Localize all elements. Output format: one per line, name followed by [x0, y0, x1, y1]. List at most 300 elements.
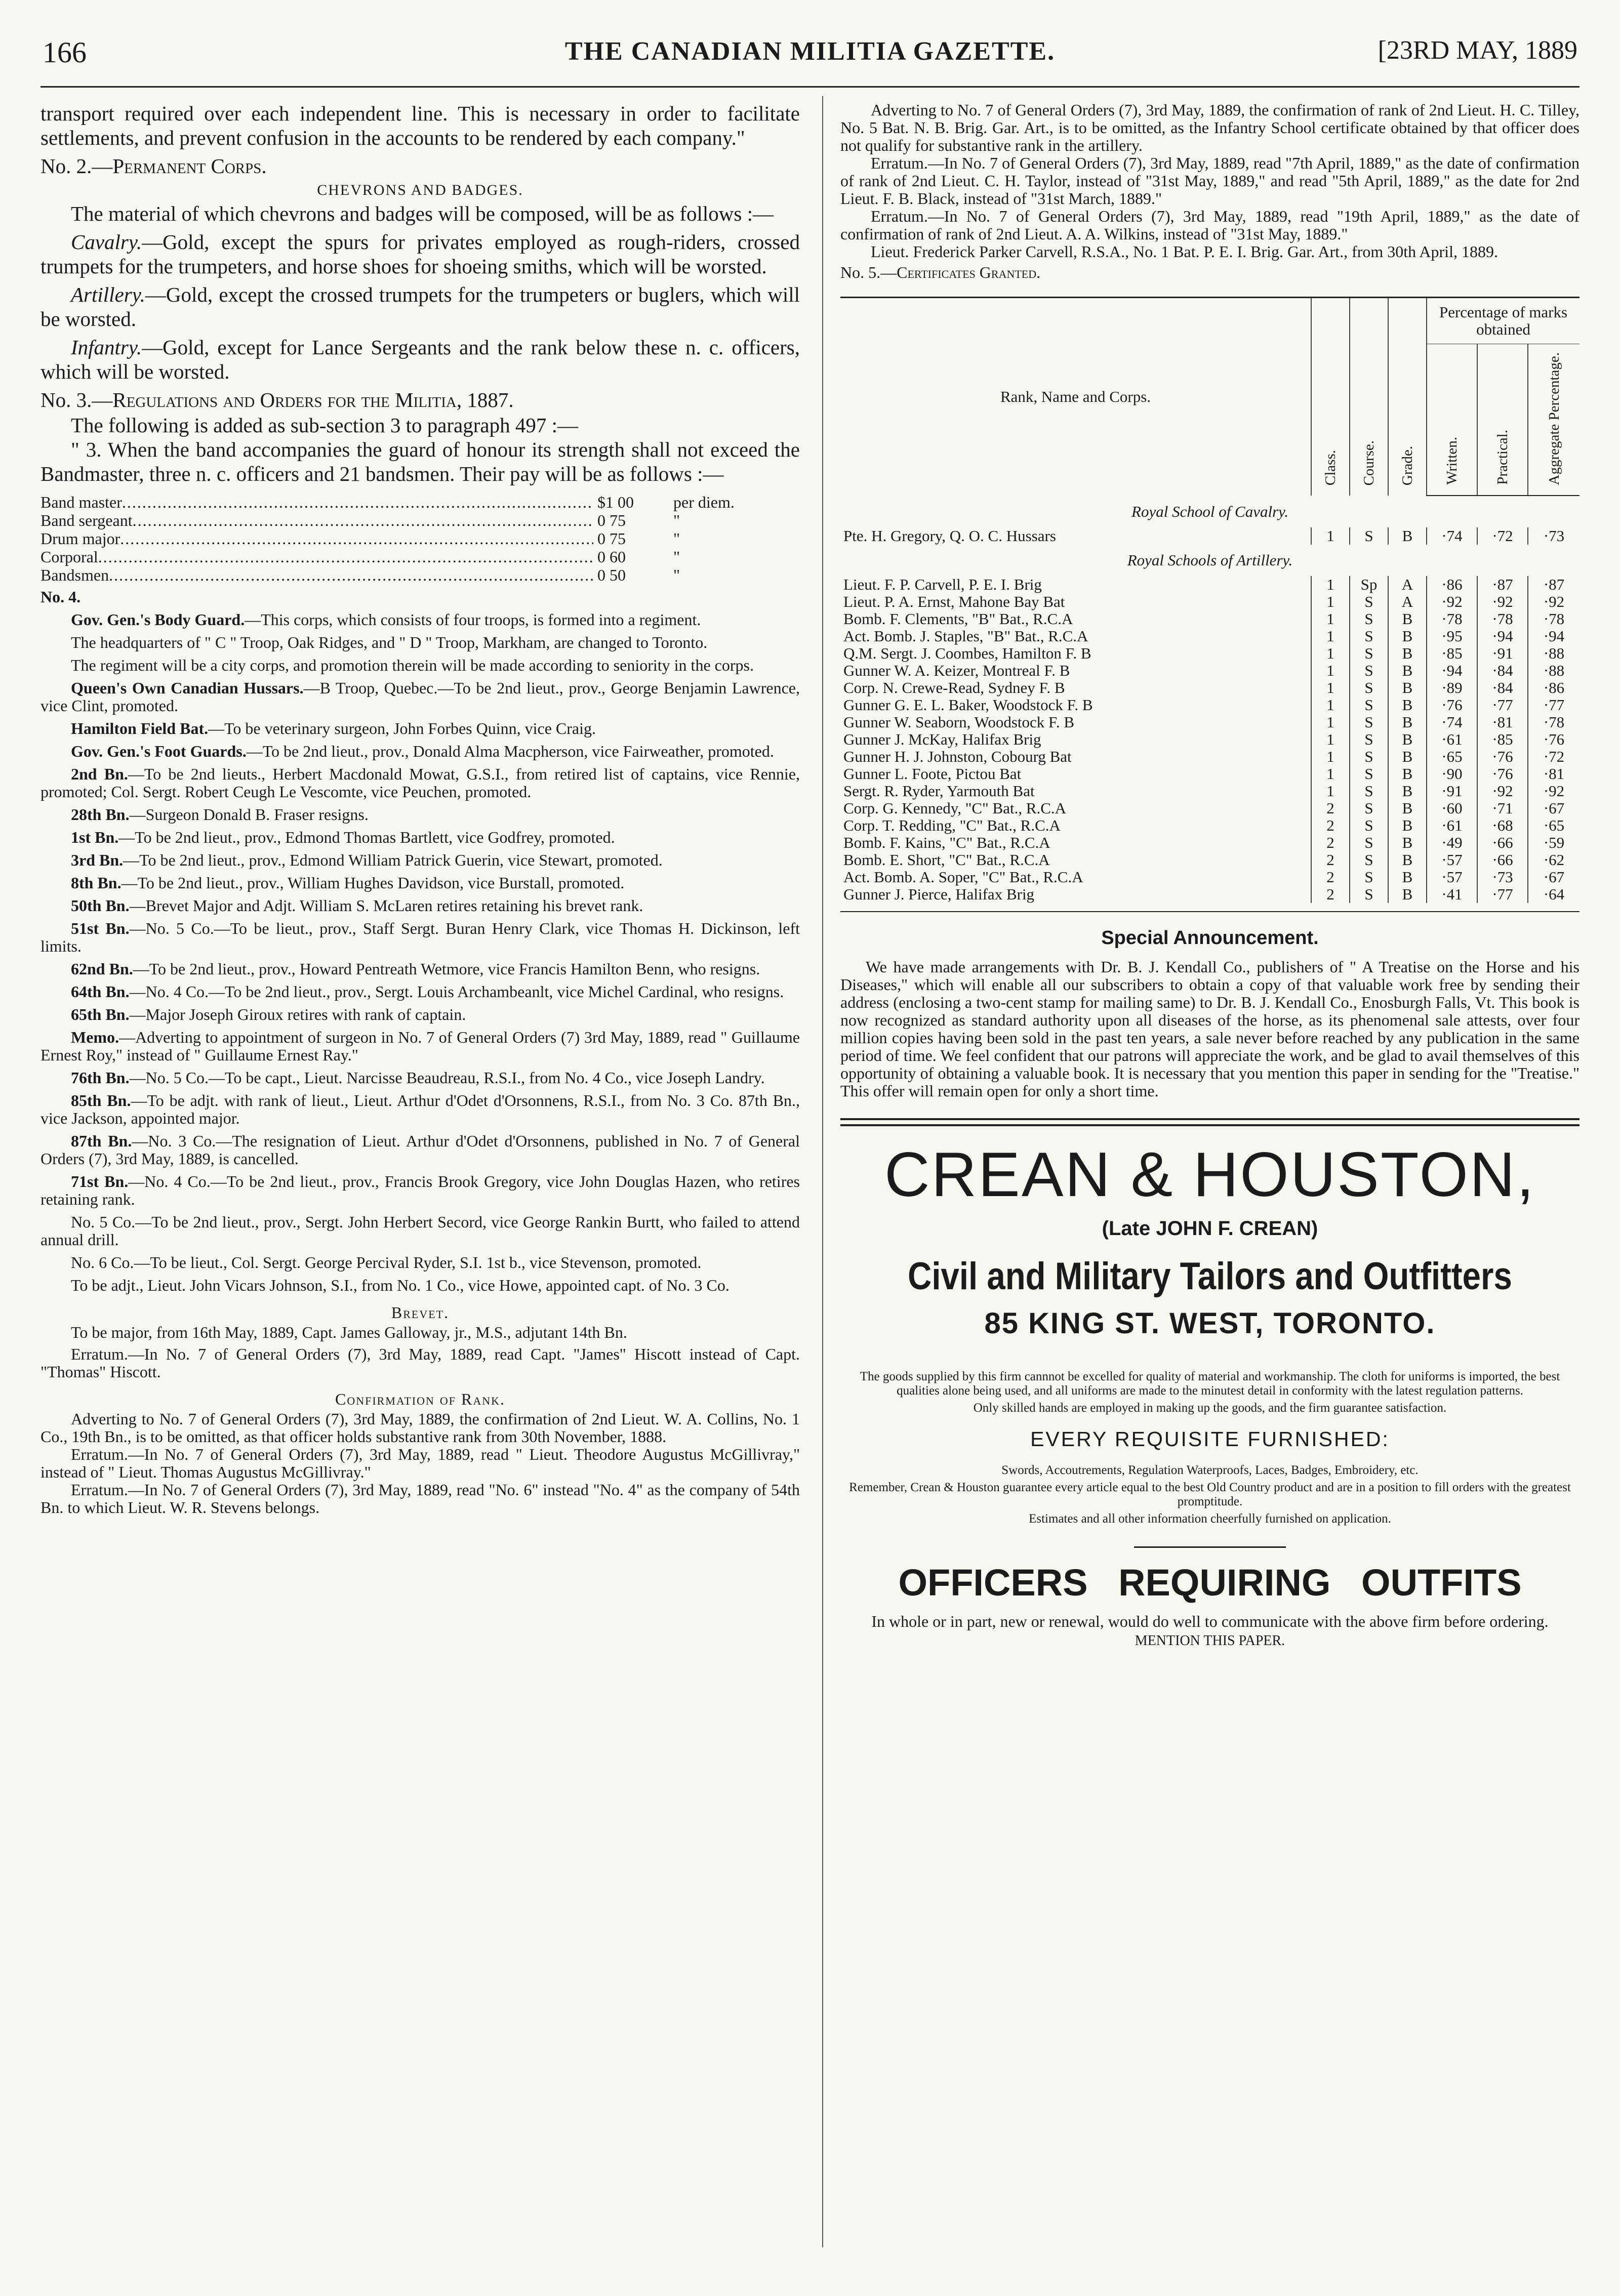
cell-rank: Corp. G. Kennedy, "C" Bat., R.C.A: [843, 800, 1067, 817]
cell-p: ·84: [1477, 662, 1528, 679]
order-entry-text: No. 6 Co.—To be lieut., Col. Sergt. George Percival Ryder, S.I. 1st b., vice Stevenson, promoted.: [71, 1253, 702, 1272]
cell-rank: Act. Bomb. A. Soper, "C" Bat., R.C.A: [843, 869, 1083, 886]
order-entry: [40, 634, 800, 651]
col-course-header: [1350, 298, 1388, 496]
ad-closing-text: In whole or in part, new or renewal, would do well to communicate with the above firm before ordering.: [871, 1612, 1549, 1630]
order-entry-lead: 3rd Bn.: [71, 851, 124, 869]
table-row: [840, 610, 1580, 628]
cell-p: ·76: [1477, 765, 1528, 783]
no3-title: Regulations and Orders for the Militia, 1887.: [112, 388, 514, 412]
ad-top-rule: [840, 1118, 1580, 1126]
cell-grade: B: [1388, 696, 1427, 714]
cell-w: ·85: [1427, 645, 1477, 662]
cell-w: ·61: [1427, 817, 1477, 834]
cell-grade: A: [1388, 576, 1427, 593]
table-row: [840, 628, 1580, 645]
cell-cls: 1: [1311, 714, 1350, 731]
material-paragraph: The material of which chevrons and badges will be composed, will be as follows :—: [71, 202, 774, 225]
order-entry-lead: 85th Bn.: [71, 1091, 131, 1110]
order-entry-text: —This corps, which consists of four troops, is formed into a regiment.: [245, 610, 701, 629]
cell-a: ·92: [1528, 783, 1580, 800]
cell-p: ·71: [1477, 800, 1528, 817]
table-row: [840, 731, 1580, 748]
pay-name: Band master: [40, 493, 122, 511]
cell-w: ·86: [1427, 576, 1477, 593]
order-entry-lead: 64th Bn.: [71, 982, 130, 1001]
no2-number: No. 2.—: [40, 154, 113, 178]
table-section-label: Royal School of Cavalry.: [1131, 503, 1288, 520]
order-entry-text: —No. 3 Co.—The resignation of Lieut. Arthur d'Odet d'Orsonnens, published in No. 7 of General Orders (7), 3rd May, 1889, is cancelled.: [40, 1132, 800, 1168]
cell-w: ·60: [1427, 800, 1477, 817]
cell-grade: B: [1388, 714, 1427, 731]
cell-rank: Q.M. Sergt. J. Coombes, Hamilton F. B: [843, 645, 1091, 662]
cell-p: ·72: [1477, 527, 1528, 545]
cell-cls: 1: [1311, 679, 1350, 696]
order-entry: [40, 720, 800, 737]
order-entry-text: No. 5 Co.—To be 2nd lieut., prov., Sergt. John Herbert Secord, vice George Rankin Burtt, who failed to attend annual drill.: [40, 1213, 800, 1249]
pay-unit: ": [673, 529, 680, 548]
cell-a: ·73: [1528, 527, 1580, 545]
order-entry-lead: Gov. Gen.'s Body Guard.: [71, 610, 245, 629]
col-practical-header: [1477, 344, 1528, 496]
cell-grade: B: [1388, 886, 1427, 903]
cell-cls: 1: [1311, 576, 1350, 593]
cell-p: ·85: [1477, 731, 1528, 748]
table-row: [840, 662, 1580, 679]
table-row: [840, 645, 1580, 662]
cell-rank: Bomb. E. Short, "C" Bat., R.C.A: [843, 851, 1050, 869]
order-entry-text: To be adjt., Lieut. John Vicars Johnson, S.I., from No. 1 Co., vice Howe, appointed capt. of No. 3 Co.: [71, 1276, 730, 1294]
erratum-3: Erratum.—In No. 7 of General Orders (7), 3rd May, 1889, read "No. 6" instead "No. 4" as the company of 54th Bn. to which Lieut. W. R. Stevens belongs.: [40, 1481, 800, 1516]
chevrons-heading: CHEVRONS AND BADGES.: [317, 182, 523, 198]
order-entry: [40, 1254, 800, 1272]
cell-course: S: [1350, 593, 1388, 610]
cell-course: S: [1350, 662, 1388, 679]
cell-w: ·74: [1427, 527, 1477, 545]
cell-rank: Gunner J. McKay, Halifax Brig: [843, 731, 1041, 748]
table-row: [840, 679, 1580, 696]
confirmation-paragraph: Adverting to No. 7 of General Orders (7), 3rd May, 1889, the confirmation of 2nd Lieut. W. A. Collins, No. 1 Co., 19th Bn., is to be omitted, as that officer holds substantive rank from 30th November, 1888.: [40, 1410, 800, 1446]
table-section-label: Royal Schools of Artillery.: [1127, 551, 1293, 569]
pay-name: Band sergeant: [40, 511, 133, 529]
pay-value: 0 75: [597, 511, 626, 529]
cell-cls: 2: [1311, 800, 1350, 817]
order-entry-lead: 1st Bn.: [71, 828, 119, 846]
cell-a: ·94: [1528, 628, 1580, 645]
col-written-label: Written.: [1444, 437, 1460, 485]
cell-rank: Lieut. F. P. Carvell, P. E. I. Brig: [843, 576, 1042, 593]
certificates-table: [840, 297, 1580, 912]
cell-w: ·92: [1427, 593, 1477, 610]
cell-a: ·88: [1528, 662, 1580, 679]
cell-w: ·65: [1427, 748, 1477, 765]
intro-paragraph: transport required over each independent line. This is necessary in order to facilitate settlements, and prevent confusion in the accounts to be rendered by each company.": [40, 102, 800, 149]
cell-p: ·77: [1477, 696, 1528, 714]
order-entry-lead: 76th Bn.: [71, 1069, 130, 1087]
order-entry-lead: 87th Bn.: [71, 1132, 132, 1150]
cell-cls: 1: [1311, 765, 1350, 783]
infantry-paragraph: [40, 335, 800, 384]
orders-list: [40, 611, 800, 1294]
col-aggregate-label: Aggregate Percentage.: [1546, 352, 1562, 485]
cell-a: ·65: [1528, 817, 1580, 834]
order-entry-lead: 51st Bn.: [71, 919, 130, 937]
order-entry-text: The headquarters of " C " Troop, Oak Ridges, and " D " Troop, Markham, are changed to Toronto.: [71, 633, 708, 651]
ad-address: 85 KING ST. WEST, TORONTO.: [984, 1307, 1436, 1340]
ad-trade: Civil and Military Tailors and Outfitters: [908, 1255, 1512, 1298]
col-rank-header: Rank, Name and Corps.: [1000, 388, 1151, 405]
cell-p: ·87: [1477, 576, 1528, 593]
announcement-body: We have made arrangements with Dr. B. J. Kendall Co., publishers of " A Treatise on the Horse and his Diseases," which will enable all our subscribers to obtain a copy of that valuable work free by sending their address (enclosing a two-cent stamp for mailing same) to Dr. B. J. Kendall Co., Enosburgh Falls, Vt. This book is now recognized as standard authority upon all diseases of the horse, as its phenomenal sale attests, over four million copies having been sold in the past ten years, a sale never before reached by any publication in the same period of time. We feel confident that our patrons will appreciate the work, and be glad to avail themselves of this opportunity of obtaining a valuable book. It is necessary that you mention this paper in sending for the "Treatise." This offer will remain open for only a short time.: [840, 958, 1580, 1100]
pay-name: Corporal: [40, 548, 98, 566]
header-rule: [40, 86, 1580, 88]
cell-rank: Gunner J. Pierce, Halifax Brig: [843, 886, 1035, 903]
cell-p: ·68: [1477, 817, 1528, 834]
confirmation-heading: Confirmation of Rank.: [335, 1390, 506, 1408]
cavalry-text: —Gold, except the spurs for privates employed as rough-riders, crossed trumpets for the trumpeters, and horse shoes for shoeing smiths, which will be worsted.: [40, 230, 800, 278]
cell-cls: 1: [1311, 662, 1350, 679]
order-entry-text: —Major Joseph Giroux retires with rank of captain.: [129, 1005, 466, 1023]
ad-mention: MENTION THIS PAPER.: [1135, 1633, 1285, 1649]
order-entry-text: —B Troop, Quebec.—To be 2nd lieut., prov., George Benjamin Lawrence, vice Clint, promoted.: [40, 679, 800, 715]
cell-w: ·95: [1427, 628, 1477, 645]
cell-a: ·77: [1528, 696, 1580, 714]
cell-course: S: [1350, 886, 1388, 903]
cell-p: ·66: [1477, 851, 1528, 869]
ad-short-rule: [1134, 1546, 1286, 1548]
cell-grade: B: [1388, 610, 1427, 628]
cell-a: ·67: [1528, 869, 1580, 886]
ad-skilled-text: Only skilled hands are employed in making up the goods, and the firm guarantee satisfaction.: [973, 1401, 1447, 1415]
erratum-wilkins: Erratum.—In No. 7 of General Orders (7), 3rd May, 1889, read "19th April, 1889," as the date of confirmation of rank of 2nd Lieut. A. A. Wilkins, instead of "31st May, 1889.": [840, 207, 1580, 243]
pay-unit: ": [673, 548, 680, 566]
issue-date: [23RD MAY, 1889: [1378, 36, 1577, 65]
pay-unit: per diem.: [673, 493, 735, 511]
ad-guarantee-text: Remember, Crean & Houston guarantee every article equal to the best Old Country product and are in a position to fill orders with the greatest promptitude.: [849, 1481, 1571, 1508]
order-entry-lead: Queen's Own Canadian Hussars.: [71, 679, 304, 697]
table-row: [840, 834, 1580, 851]
order-entry: [40, 657, 800, 674]
order-entry: [40, 679, 800, 715]
following-paragraph: The following is added as sub-section 3 to paragraph 497 :—: [71, 414, 578, 437]
no5-heading: [840, 264, 1580, 281]
order-entry: [40, 874, 800, 892]
adverting-paragraph: Adverting to No. 7 of General Orders (7), 3rd May, 1889, the confirmation of rank of 2nd Lieut. H. C. Tilley, No. 5 Bat. N. B. Brig. Gar. Art., is to be omitted, as the Infantry School certificate obtained by that officer does not qualify for substantive rank in the artillery.: [840, 101, 1580, 154]
cell-cls: 1: [1311, 593, 1350, 610]
cell-course: S: [1350, 610, 1388, 628]
table-row: [840, 869, 1580, 886]
ad-officers-headline: OFFICERS REQUIRING OUTFITS: [898, 1562, 1522, 1604]
cell-cls: 2: [1311, 834, 1350, 851]
artillery-paragraph: [40, 282, 800, 331]
cell-course: Sp: [1350, 576, 1388, 593]
cell-rank: Sergt. R. Ryder, Yarmouth Bat: [843, 783, 1035, 800]
cell-grade: B: [1388, 817, 1427, 834]
order-entry: [40, 611, 800, 629]
cell-cls: 1: [1311, 628, 1350, 645]
brevet-heading: Brevet.: [391, 1303, 450, 1322]
col-grade-label: Grade.: [1399, 445, 1415, 485]
cell-cls: 2: [1311, 817, 1350, 834]
cell-grade: B: [1388, 748, 1427, 765]
infantry-label: Infantry.: [71, 336, 142, 359]
order-entry-text: —To be veterinary surgeon, John Forbes Quinn, vice Craig.: [208, 719, 596, 737]
order-entry: [40, 851, 800, 869]
cell-cls: 2: [1311, 869, 1350, 886]
cell-grade: B: [1388, 869, 1427, 886]
order-entry-lead: 2nd Bn.: [71, 765, 128, 783]
no5-title: Certificates Granted.: [897, 263, 1041, 281]
cell-w: ·49: [1427, 834, 1477, 851]
table-row: [840, 527, 1580, 545]
cell-p: ·73: [1477, 869, 1528, 886]
cell-course: S: [1350, 800, 1388, 817]
cell-grade: B: [1388, 645, 1427, 662]
col-course-label: Course.: [1361, 440, 1377, 485]
pay-name: Bandsmen: [40, 566, 109, 584]
cell-cls: 1: [1311, 748, 1350, 765]
order-entry: [40, 806, 800, 824]
cavalry-label: Cavalry.: [71, 230, 142, 254]
page-header: [40, 30, 1580, 76]
cell-w: ·57: [1427, 851, 1477, 869]
cell-course: S: [1350, 679, 1388, 696]
pay-value: $1 00: [597, 493, 634, 511]
order-entry-text: —Brevet Major and Adjt. William S. McLaren retires retaining his brevet rank.: [129, 896, 643, 915]
carvell-paragraph: Lieut. Frederick Parker Carvell, R.S.A., No. 1 Bat. P. E. I. Brig. Gar. Art., from 30th April, 1889.: [871, 242, 1498, 261]
order-entry-lead: 8th Bn.: [71, 874, 122, 892]
order-entry-text: —No. 4 Co.—To be 2nd lieut., prov., Francis Brook Gregory, vice John Douglas Hazen, who retires retaining rank.: [40, 1172, 800, 1208]
cell-cls: 1: [1311, 645, 1350, 662]
cell-w: ·90: [1427, 765, 1477, 783]
ad-items-text: Swords, Accoutrements, Regulation Waterproofs, Laces, Badges, Embroidery, etc.: [1001, 1463, 1419, 1477]
cell-cls: 1: [1311, 527, 1350, 545]
cell-a: ·78: [1528, 610, 1580, 628]
certificates-body: [840, 496, 1580, 912]
cell-a: ·86: [1528, 679, 1580, 696]
order-entry-lead: 65th Bn.: [71, 1005, 130, 1023]
cell-course: S: [1350, 817, 1388, 834]
order-entry-text: —To be 2nd lieuts., Herbert Macdonald Mowat, G.S.I., from retired list of captains, vice Rennie, promoted; Col. Sergt. Robert Ceugh Le Vescomte, vice Peuchen, promoted.: [40, 765, 800, 801]
order-entry: [40, 743, 800, 760]
order-entry-lead: 28th Bn.: [71, 805, 130, 824]
order-entry-lead: Gov. Gen.'s Foot Guards.: [71, 742, 247, 760]
order-entry-text: —No. 4 Co.—To be 2nd lieut., prov., Sergt. Louis Archambeanlt, vice Michel Cardinal, who resigns.: [129, 982, 784, 1001]
cell-w: ·41: [1427, 886, 1477, 903]
right-column: [840, 101, 1580, 2258]
table-row: [840, 765, 1580, 783]
pay-list: [40, 493, 800, 584]
pay-row: [40, 493, 800, 511]
cavalry-paragraph: [40, 230, 800, 278]
order-entry: [40, 1132, 800, 1168]
erratum-taylor: Erratum.—In No. 7 of General Orders (7), 3rd May, 1889, read "7th April, 1889," as the date of confirmation of rank of 2nd Lieut. C. H. Taylor, instead of "31st May, 1889," and read "5th April, 1889," as the date for 2nd Lieut. F. B. Black, instead of "31st March, 1889.": [840, 154, 1580, 208]
cell-course: S: [1350, 527, 1388, 545]
order-entry: [40, 829, 800, 846]
cell-a: ·64: [1528, 886, 1580, 903]
cell-a: ·72: [1528, 748, 1580, 765]
cell-p: ·91: [1477, 645, 1528, 662]
order-entry-text: —To be 2nd lieut., prov., Howard Pentreath Wetmore, vice Francis Hamilton Benn, who resigns.: [133, 960, 760, 978]
col-practical-label: Practical.: [1494, 430, 1511, 485]
order-entry-text: —No. 5 Co.—To be lieut., prov., Staff Sergt. Buran Henry Clark, vice Thomas H. Dickinson, left limits.: [40, 919, 800, 955]
table-row: [840, 714, 1580, 731]
cell-a: ·62: [1528, 851, 1580, 869]
cell-a: ·67: [1528, 800, 1580, 817]
table-spacer: [840, 903, 1580, 912]
col-class-label: Class.: [1322, 449, 1339, 485]
infantry-text: —Gold, except for Lance Sergeants and the rank below these n. c. officers, which will be worsted.: [40, 336, 800, 383]
erratum-2: Erratum.—In No. 7 of General Orders (7), 3rd May, 1889, read " Lieut. Theodore Augustus McGillivray," instead of " Lieut. Thomas Augustus McGillivray.": [40, 1445, 800, 1481]
order-entry-text: —To be 2nd lieut., prov., Edmond William Patrick Guerin, vice Stewart, promoted.: [123, 851, 663, 869]
order-entry: [40, 1069, 800, 1087]
cell-grade: B: [1388, 765, 1427, 783]
erratum-1: Erratum.—In No. 7 of General Orders (7), 3rd May, 1889, read Capt. "James" Hiscott instead of Capt. "Thomas" Hiscott.: [40, 1345, 800, 1381]
ad-estimates-text: Estimates and all other information cheerfully furnished on application.: [1029, 1512, 1391, 1526]
cell-grade: B: [1388, 679, 1427, 696]
cell-p: ·66: [1477, 834, 1528, 851]
cell-course: S: [1350, 851, 1388, 869]
cell-rank: Bomb. F. Kains, "C" Bat., R.C.A: [843, 834, 1050, 851]
cell-course: S: [1350, 645, 1388, 662]
ad-firm-name: CREAN & HOUSTON,: [884, 1140, 1535, 1210]
order-entry-text: —No. 5 Co.—To be capt., Lieut. Narcisse Beaudreau, R.S.I., from No. 4 Co., vice Joseph Landry.: [129, 1069, 765, 1087]
order-entry-lead: 62nd Bn.: [71, 960, 133, 978]
ad-late-name: (Late JOHN F. CREAN): [1102, 1217, 1318, 1240]
cell-course: S: [1350, 696, 1388, 714]
no3-number: No. 3.—: [40, 388, 113, 412]
order-entry-text: —To be 2nd lieut., prov., Donald Alma Macpherson, vice Fairweather, promoted.: [246, 742, 774, 760]
order-entry: [40, 983, 800, 1001]
announcement-title: Special Announcement.: [1101, 927, 1319, 949]
order-entry: [40, 1006, 800, 1023]
cell-w: ·76: [1427, 696, 1477, 714]
order-entry: [40, 1173, 800, 1208]
cell-course: S: [1350, 731, 1388, 748]
cell-rank: Gunner H. J. Johnston, Cobourg Bat: [843, 748, 1072, 765]
cell-p: ·77: [1477, 886, 1528, 903]
cell-cls: 1: [1311, 696, 1350, 714]
table-row: [840, 783, 1580, 800]
cell-rank: Gunner W. Seaborn, Woodstock F. B: [843, 714, 1074, 731]
cell-p: ·92: [1477, 593, 1528, 610]
no2-heading: [40, 153, 800, 179]
cell-grade: B: [1388, 834, 1427, 851]
table-row: [840, 696, 1580, 714]
order-entry: [40, 1277, 800, 1294]
left-column: [40, 101, 800, 2258]
order-entry-text: —Surgeon Donald B. Fraser resigns.: [129, 805, 369, 824]
cell-rank: Gunner L. Foote, Pictou Bat: [843, 765, 1022, 783]
pay-value: 0 50: [597, 566, 626, 584]
pay-row: [40, 529, 800, 548]
cell-rank: Gunner W. A. Keizer, Montreal F. B: [843, 662, 1070, 679]
pay-unit: ": [673, 511, 680, 529]
cell-rank: Act. Bomb. J. Staples, "B" Bat., R.C.A: [843, 628, 1088, 645]
cell-a: ·76: [1528, 731, 1580, 748]
cell-grade: A: [1388, 593, 1427, 610]
cell-w: ·61: [1427, 731, 1477, 748]
order-entry-text: —Adverting to appointment of surgeon in No. 7 of General Orders (7) 3rd May, 1889, read " Guillaume Ernest Roy," instead of " Guillaume Ernest Ray.": [40, 1028, 800, 1064]
table-row: [840, 886, 1580, 903]
order-entry-lead: 71st Bn.: [71, 1172, 129, 1191]
order-entry: [40, 1213, 800, 1249]
cell-grade: B: [1388, 731, 1427, 748]
col-class-header: [1311, 298, 1350, 496]
no4-heading: No. 4.: [40, 588, 81, 606]
pay-row: [40, 511, 800, 529]
col-grade-header: [1388, 298, 1427, 496]
artillery-label: Artillery.: [71, 283, 145, 306]
no5-number: No. 5.—: [840, 263, 897, 281]
cell-cls: 2: [1311, 886, 1350, 903]
cell-cls: 1: [1311, 783, 1350, 800]
cell-rank: Corp. N. Crewe-Read, Sydney F. B: [843, 679, 1065, 696]
no2-title: Permanent Corps.: [112, 154, 267, 178]
cell-p: ·76: [1477, 748, 1528, 765]
col-written-header: [1427, 344, 1477, 496]
cell-rank: Pte. H. Gregory, Q. O. C. Hussars: [843, 527, 1056, 545]
cell-a: ·78: [1528, 714, 1580, 731]
cell-p: ·81: [1477, 714, 1528, 731]
order-entry: [40, 765, 800, 801]
newspaper-title: THE CANADIAN MILITIA GAZETTE.: [564, 37, 1056, 66]
cell-grade: B: [1388, 662, 1427, 679]
table-row: [840, 851, 1580, 869]
cell-p: ·84: [1477, 679, 1528, 696]
cell-grade: B: [1388, 527, 1427, 545]
ad-quality-text: The goods supplied by this firm cannnot be excelled for quality of material and workmanship. The cloth for uniforms is imported, the best qualities alone being used, and all uniforms are made to the minutest detail in conformity with the latest regulation patterns.: [860, 1370, 1560, 1398]
cell-cls: 1: [1311, 610, 1350, 628]
cell-w: ·57: [1427, 869, 1477, 886]
cell-p: ·94: [1477, 628, 1528, 645]
cell-w: ·78: [1427, 610, 1477, 628]
cell-course: S: [1350, 748, 1388, 765]
cell-w: ·91: [1427, 783, 1477, 800]
order-entry-text: The regiment will be a city corps, and promotion therein will be made according to seniority in the corps.: [71, 656, 754, 674]
cell-a: ·88: [1528, 645, 1580, 662]
order-entry-text: —To be adjt. with rank of lieut., Lieut. Arthur d'Odet d'Orsonnens, R.S.I., from No. 3 Co. 87th Bn., vice Jackson, appointed major.: [40, 1091, 800, 1127]
cell-rank: Lieut. P. A. Ernst, Mahone Bay Bat: [843, 593, 1065, 610]
section-artillery: [840, 545, 1580, 576]
cell-a: ·59: [1528, 834, 1580, 851]
artillery-text: —Gold, except the crossed trumpets for the trumpeters or buglers, which will be worsted.: [40, 283, 800, 331]
order-entry-lead: Hamilton Field Bat.: [71, 719, 209, 737]
cell-course: S: [1350, 765, 1388, 783]
cell-w: ·74: [1427, 714, 1477, 731]
cell-w: ·89: [1427, 679, 1477, 696]
order-entry-lead: Memo.: [71, 1028, 119, 1046]
section-cavalry: [840, 496, 1580, 527]
cell-course: S: [1350, 714, 1388, 731]
cell-rank: Bomb. F. Clements, "B" Bat., R.C.A: [843, 610, 1073, 628]
pay-value: 0 60: [597, 548, 626, 566]
cell-a: ·92: [1528, 593, 1580, 610]
pay-value: 0 75: [597, 529, 626, 548]
col-aggregate-header: [1528, 344, 1580, 496]
ad-every-requisite: EVERY REQUISITE FURNISHED:: [1030, 1427, 1390, 1451]
pay-name: Drum major: [40, 529, 120, 548]
order-entry-text: —To be 2nd lieut., prov., Edmond Thomas Bartlett, vice Godfrey, promoted.: [118, 828, 615, 846]
ad-closing: [840, 1612, 1580, 1650]
order-entry-lead: 50th Bn.: [71, 896, 130, 915]
cell-grade: B: [1388, 628, 1427, 645]
order-entry: [40, 920, 800, 955]
cell-cls: 1: [1311, 731, 1350, 748]
pay-unit: ": [673, 566, 680, 584]
cell-rank: Gunner G. E. L. Baker, Woodstock F. B: [843, 696, 1093, 714]
band-paragraph: " 3. When the band accompanies the guard of honour its strength shall not exceed the Bandmaster, three n. c. officers and 21 bandsmen. Their pay will be as follows :—: [40, 438, 800, 485]
